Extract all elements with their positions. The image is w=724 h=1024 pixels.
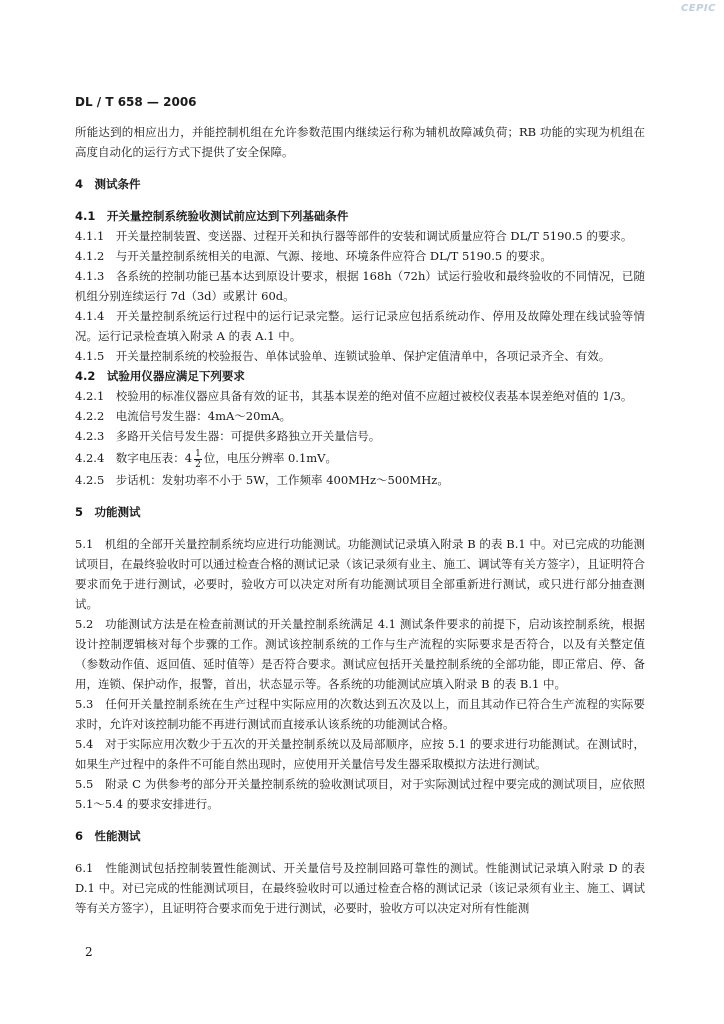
document-code: DL / T 658 — 2006 [75, 95, 197, 109]
clause-with-fraction [75, 446, 645, 470]
section-heading: 6 性能测试 [75, 829, 141, 843]
clause: 4.2.1 校验用的标准仪器应具备有效的证书，其基本误差的绝对值不应超过被校仪表基本误差绝对值的 1/3。 [75, 389, 633, 403]
subsection-heading: 4.2 试验用仪器应满足下列要求 [75, 369, 245, 383]
clause: 4.1.2 与开关量控制系统相关的电源、气源、接地、环境条件应符合 DL/T 5190.5 的要求。 [75, 249, 552, 263]
paragraph: 所能达到的相应出力，并能控制机组在允许参数范围内继续运行称为辅机故障减负荷；RB 功能的实现为机组在高度自动化的运行方式下提供了安全保障。 [75, 125, 645, 159]
section-heading: 4 测试条件 [75, 177, 141, 191]
fraction-denominator: 2 [195, 459, 201, 470]
page-body [75, 122, 645, 918]
clause-suffix: 位，电压分辨率 0.1mV。 [203, 451, 337, 465]
page-number: 2 [85, 945, 93, 959]
subsection-heading: 4.1 开关量控制系统验收测试前应达到下列基础条件 [75, 209, 349, 223]
clause: 4.1.5 开关量控制系统的校验报告、单体试验单、连锁试验单、保护定值清单中，各项记录齐全、有效。 [75, 349, 611, 363]
clause: 4.2.5 步话机：发射功率不小于 5W，工作频率 400MHz～500MHz。 [75, 473, 449, 487]
clause: 4.2.3 多路开关信号发生器：可提供多路独立开关量信号。 [75, 429, 381, 443]
clause-prefix: 4.2.4 数字电压表： [75, 451, 185, 465]
clause: 5.4 对于实际应用次数少于五次的开关量控制系统以及局部顺序，应按 5.1 的要求进行功能测试。在测试时，如果生产过程中的条件不可能自然出现时，应使用开关量信号发生器采取模拟方法进行测试。 [75, 737, 645, 771]
clause: 6.1 性能测试包括控制装置性能测试、开关量信号及控制回路可靠性的测试。性能测试记录填入附录 D 的表 D.1 中。对已完成的性能测试项目，在最终验收时可以通过检查合格的测试记录（该记录须有业主、施工、调试等有关方签字），且证明符合要求而免于进行测试，必要时，验收方可以决定对所有性能测 [75, 861, 645, 915]
clause: 4.1.3 各系统的控制功能已基本达到原设计要求，根据 168h（72h）试运行验收和最终验收的不同情况，已随机组分别连续运行 7d（3d）或累计 60d。 [75, 269, 645, 303]
clause: 4.2.2 电流信号发生器：4mA～20mA。 [75, 409, 292, 423]
clause: 5.3 任何开关量控制系统在生产过程中实际应用的次数达到五次及以上，而且其动作已符合生产流程的实际要求时，允许对该控制功能不再进行测试而直接承认该系统的功能测试合格。 [75, 697, 645, 731]
clause: 4.1.4 开关量控制系统运行过程中的运行记录完整。运行记录应包括系统动作、停用及故障处理在线试验等情况。运行记录检查填入附录 A 的表 A.1 中。 [75, 309, 645, 343]
watermark-logo: CEPIC [680, 3, 716, 14]
digit-count: 4 [184, 451, 193, 465]
fraction-numerator: 1 [195, 448, 201, 459]
clause: 5.5 附录 C 为供参考的部分开关量控制系统的验收测试项目，对于实际测试过程中要完成的测试项目，应依照 5.1～5.4 的要求安排进行。 [75, 777, 645, 811]
clause: 5.1 机组的全部开关量控制系统均应进行功能测试。功能测试记录填入附录 B 的表 B.1 中。对已完成的功能测试项目，在最终验收时可以通过检查合格的测试记录（该记录须有业主、施工、调试等有关方签字），且证明符合要求而免于进行测试，必要时，验收方可以决定对所有功能测试项目全部重新进行测试，或只进行部分抽查测试。 [75, 537, 645, 611]
clause: 4.1.1 开关量控制装置、变送器、过程开关和执行器等部件的安装和调试质量应符合 DL/T 5190.5 的要求。 [75, 229, 633, 243]
clause: 5.2 功能测试方法是在检查前测试的开关量控制系统满足 4.1 测试条件要求的前提下，启动该控制系统，根据设计控制逻辑核对每个步骤的工作。测试该控制系统的工作与生产流程的实际要求是否符合，以及有关整定值（参数动作值、返回值、延时值等）是否符合要求。测试应包括开关量控制系统的全部功能，即正常启、停、备用，连锁、保护动作，报警，首出，状态显示等。各系统的功能测试应填入附录 B 的表 B.1 中。 [75, 617, 645, 691]
section-heading: 5 功能测试 [75, 505, 141, 519]
fraction [194, 449, 202, 470]
